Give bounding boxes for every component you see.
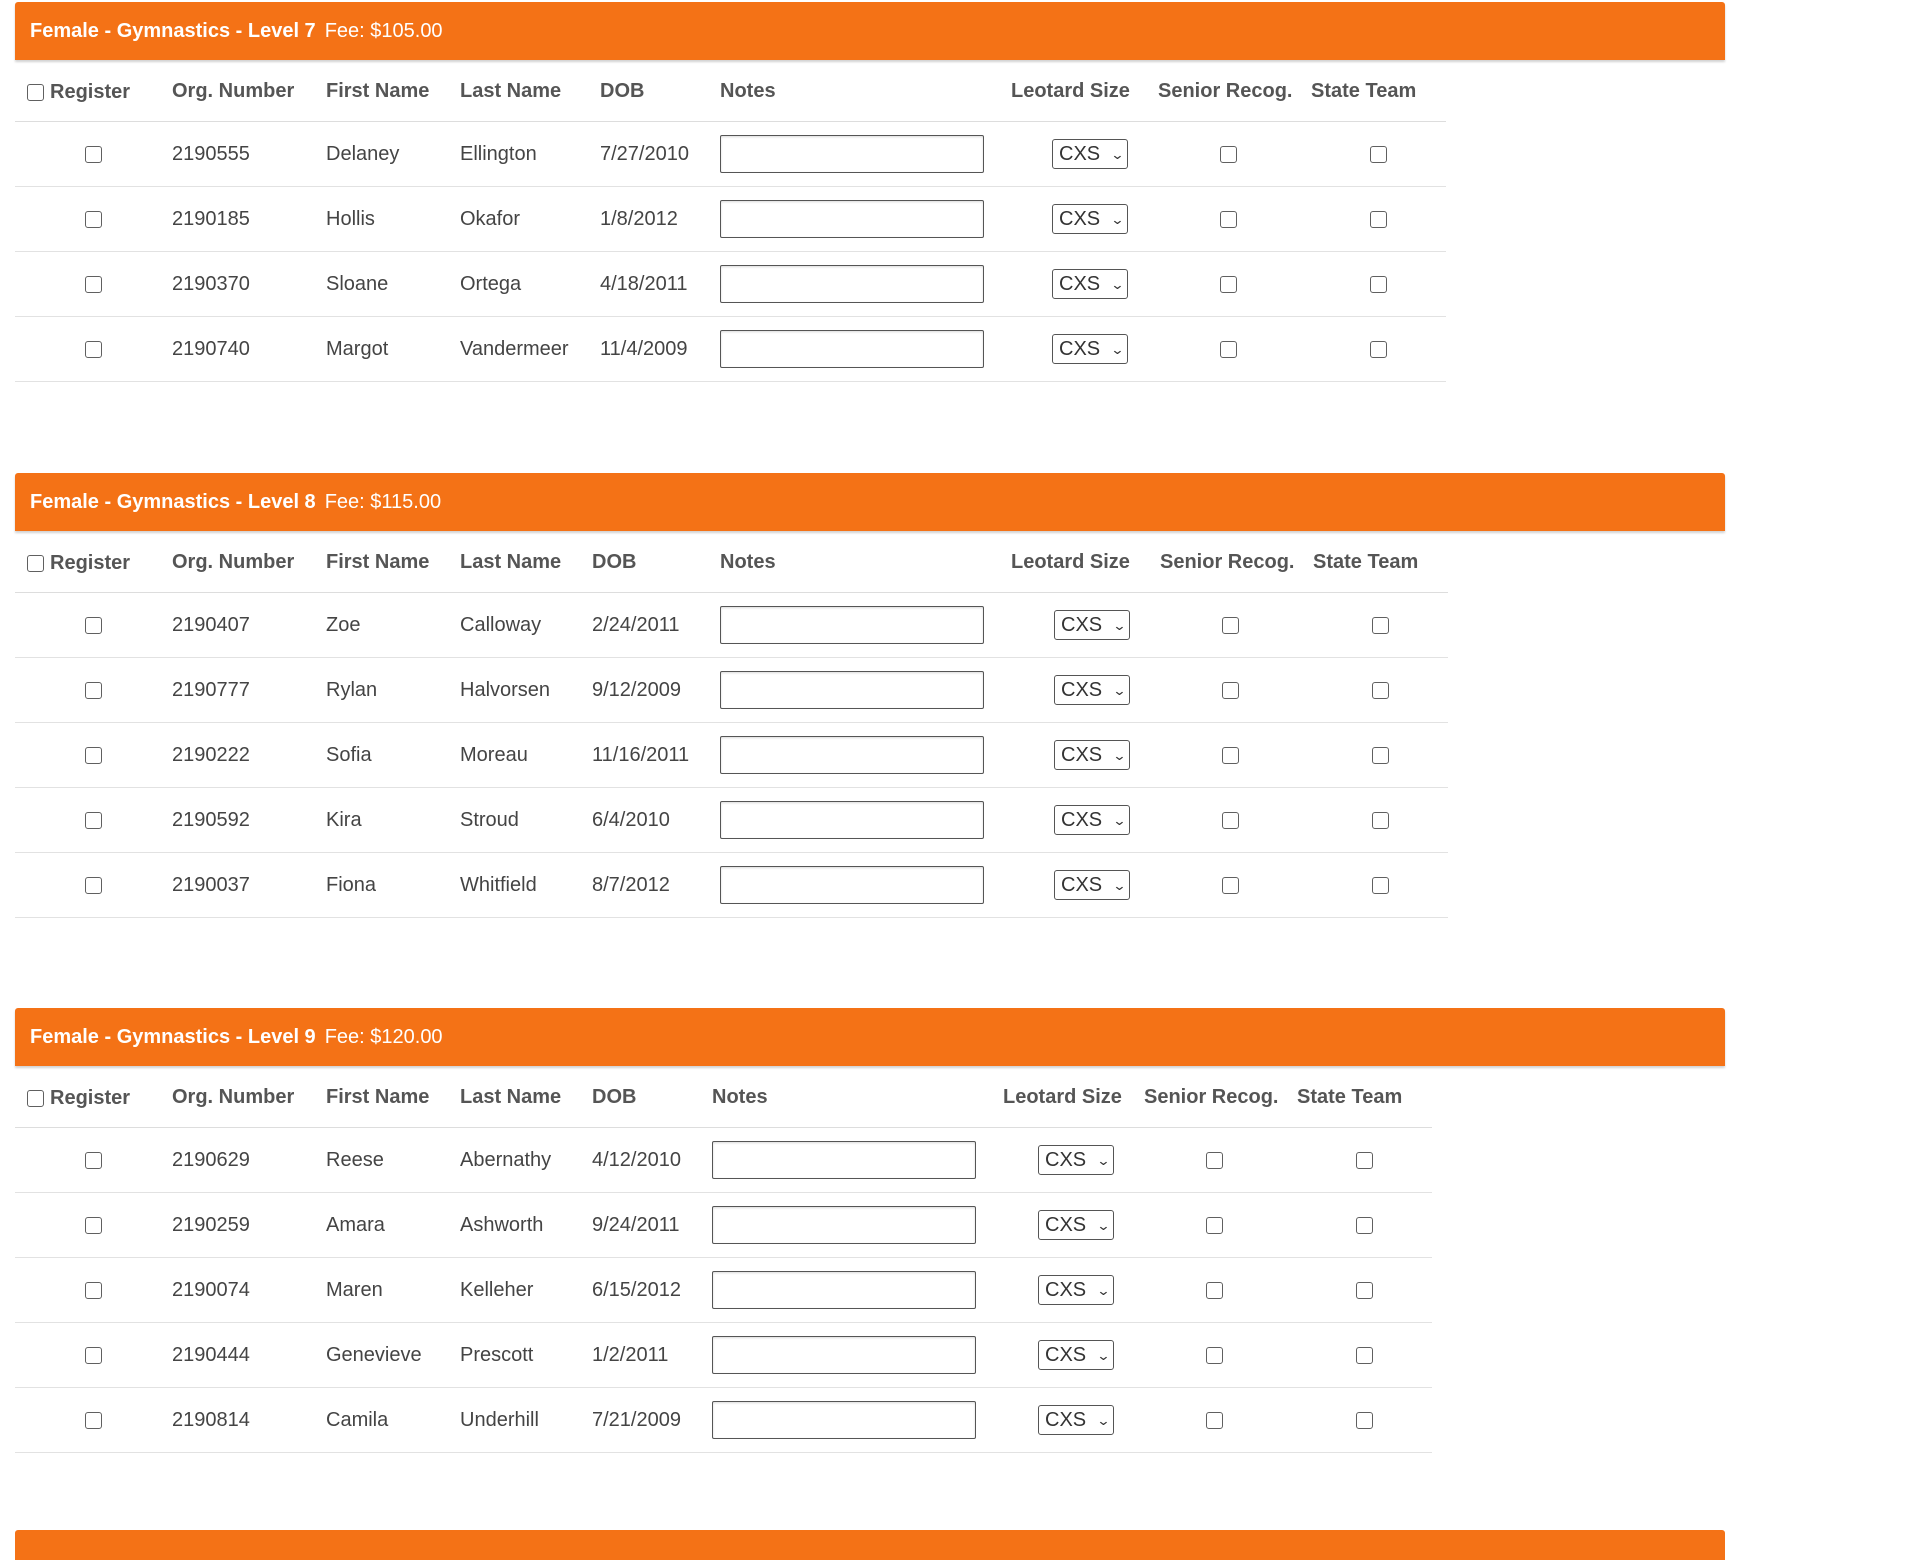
register-checkbox[interactable]	[85, 1412, 102, 1429]
dob-cell: 4/18/2011	[588, 252, 708, 317]
leotard-size-value: CXS	[1061, 873, 1103, 896]
state-team-cell	[1301, 593, 1448, 658]
roster-body	[15, 593, 1448, 918]
table-header-row	[15, 533, 1448, 593]
leotard-size-value: CXS	[1061, 743, 1103, 766]
state-team-cell	[1299, 122, 1446, 187]
senior-recog-checkbox[interactable]	[1222, 812, 1239, 829]
senior-recog-checkbox[interactable]	[1220, 146, 1237, 163]
register-checkbox[interactable]	[85, 617, 102, 634]
state-team-cell	[1285, 1128, 1432, 1193]
senior-recog-header: Senior Recog.	[1146, 62, 1299, 122]
first-name-cell: Sloane	[314, 252, 448, 317]
chevron-down-icon: ⌄	[1096, 1347, 1111, 1363]
register-column-header	[15, 1068, 160, 1128]
senior-recog-checkbox[interactable]	[1206, 1412, 1223, 1429]
chevron-down-icon: ⌄	[1110, 146, 1125, 162]
leotard-size-select[interactable]	[1038, 1405, 1114, 1435]
dob-cell: 6/15/2012	[580, 1258, 700, 1323]
notes-cell	[708, 658, 999, 723]
register-checkbox[interactable]	[85, 1152, 102, 1169]
senior-recog-checkbox[interactable]	[1222, 877, 1239, 894]
notes-cell	[708, 593, 999, 658]
last-name-cell: Calloway	[448, 593, 580, 658]
first-name-cell: Rylan	[314, 658, 448, 723]
senior-recog-cell	[1146, 317, 1299, 382]
chevron-down-icon: ⌄	[1096, 1217, 1111, 1233]
leotard-size-value: CXS	[1045, 1213, 1087, 1236]
notes-input[interactable]	[720, 330, 984, 368]
last-name-cell: Ellington	[448, 122, 588, 187]
notes-input[interactable]	[712, 1206, 976, 1244]
section-header	[15, 1008, 1725, 1066]
chevron-down-icon: ⌄	[1112, 877, 1127, 893]
level-section	[15, 1008, 1725, 1453]
leotard-size-value: CXS	[1059, 337, 1101, 360]
leotard-size-cell	[991, 1193, 1132, 1258]
table-row	[15, 1193, 1432, 1258]
dob-cell: 6/4/2010	[580, 788, 708, 853]
notes-input[interactable]	[712, 1401, 976, 1439]
leotard-size-value: CXS	[1045, 1278, 1087, 1301]
register-checkbox[interactable]	[85, 1282, 102, 1299]
first-name-cell: Genevieve	[314, 1323, 448, 1388]
state-team-cell	[1285, 1193, 1432, 1258]
senior-recog-checkbox[interactable]	[1220, 276, 1237, 293]
leotard-size-header: Leotard Size	[999, 62, 1146, 122]
next-section-header	[15, 1530, 1725, 1560]
notes-input[interactable]	[712, 1271, 976, 1309]
notes-input[interactable]	[712, 1336, 976, 1374]
notes-input[interactable]	[720, 866, 984, 904]
leotard-size-cell	[991, 1258, 1132, 1323]
last-name-cell: Prescott	[448, 1323, 580, 1388]
org-number-cell: 2190740	[160, 317, 314, 382]
dob-cell: 11/4/2009	[588, 317, 708, 382]
senior-recog-cell	[1148, 593, 1301, 658]
notes-input[interactable]	[720, 671, 984, 709]
org-number-cell: 2190222	[160, 723, 314, 788]
notes-input[interactable]	[720, 265, 984, 303]
notes-cell	[708, 122, 999, 187]
state-team-checkbox[interactable]	[1372, 812, 1389, 829]
senior-recog-checkbox[interactable]	[1206, 1217, 1223, 1234]
dob-cell: 4/12/2010	[580, 1128, 700, 1193]
org-number-cell: 2190074	[160, 1258, 314, 1323]
table-row	[15, 1323, 1432, 1388]
section-title: Female - Gymnastics - Level 9	[30, 1026, 316, 1048]
section-title: Female - Gymnastics - Level 7	[30, 20, 316, 42]
dob-header: DOB	[588, 62, 708, 122]
last-name-cell: Underhill	[448, 1388, 580, 1453]
table-row	[15, 1128, 1432, 1193]
chevron-down-icon: ⌄	[1096, 1152, 1111, 1168]
register-checkbox[interactable]	[85, 341, 102, 358]
leotard-size-cell	[999, 252, 1146, 317]
org-number-cell: 2190037	[160, 853, 314, 918]
table-row	[15, 593, 1448, 658]
org-number-cell: 2190629	[160, 1128, 314, 1193]
senior-recog-cell	[1132, 1258, 1285, 1323]
register-cell	[15, 1258, 160, 1323]
state-team-cell	[1285, 1388, 1432, 1453]
leotard-size-cell	[991, 1388, 1132, 1453]
dob-cell: 9/24/2011	[580, 1193, 700, 1258]
last-name-cell: Moreau	[448, 723, 580, 788]
table-row	[15, 317, 1446, 382]
notes-cell	[700, 1388, 991, 1453]
leotard-size-cell	[999, 853, 1148, 918]
register-cell	[15, 252, 160, 317]
senior-recog-checkbox[interactable]	[1220, 341, 1237, 358]
state-team-cell	[1285, 1258, 1432, 1323]
notes-cell	[700, 1258, 991, 1323]
notes-input[interactable]	[720, 736, 984, 774]
leotard-size-cell	[999, 317, 1146, 382]
roster-table	[15, 62, 1446, 382]
table-header-row	[15, 62, 1446, 122]
state-team-header: State Team	[1285, 1068, 1432, 1128]
first-name-cell: Kira	[314, 788, 448, 853]
first-name-header: First Name	[314, 1068, 448, 1128]
register-all-checkbox[interactable]	[27, 1090, 44, 1107]
state-team-checkbox[interactable]	[1370, 341, 1387, 358]
first-name-cell: Zoe	[314, 593, 448, 658]
state-team-checkbox[interactable]	[1356, 1347, 1373, 1364]
state-team-cell	[1299, 317, 1446, 382]
section-header	[15, 2, 1725, 60]
chevron-down-icon: ⌄	[1112, 617, 1127, 633]
roster-table	[15, 533, 1448, 918]
state-team-cell	[1301, 853, 1448, 918]
senior-recog-cell	[1132, 1193, 1285, 1258]
senior-recog-cell	[1132, 1323, 1285, 1388]
last-name-header: Last Name	[448, 533, 580, 593]
state-team-cell	[1285, 1323, 1432, 1388]
first-name-header: First Name	[314, 62, 448, 122]
register-cell	[15, 593, 160, 658]
notes-input[interactable]	[712, 1141, 976, 1179]
leotard-size-select[interactable]	[1038, 1145, 1114, 1175]
section-fee: Fee: $115.00	[324, 491, 442, 513]
state-team-cell	[1301, 723, 1448, 788]
first-name-cell: Reese	[314, 1128, 448, 1193]
senior-recog-cell	[1132, 1128, 1285, 1193]
first-name-cell: Amara	[314, 1193, 448, 1258]
register-cell	[15, 1323, 160, 1388]
leotard-size-value: CXS	[1059, 272, 1101, 295]
section-title: Female - Gymnastics - Level 8	[30, 491, 316, 513]
first-name-cell: Fiona	[314, 853, 448, 918]
leotard-size-cell	[999, 187, 1146, 252]
level-section	[15, 2, 1725, 382]
org-number-cell: 2190814	[160, 1388, 314, 1453]
leotard-size-value: CXS	[1059, 142, 1101, 165]
notes-cell	[708, 723, 999, 788]
register-header-label: Register	[50, 1086, 131, 1109]
register-column-header	[15, 533, 160, 593]
register-cell	[15, 853, 160, 918]
section-header	[15, 473, 1725, 531]
last-name-cell: Whitfield	[448, 853, 580, 918]
leotard-size-select[interactable]	[1052, 139, 1128, 169]
leotard-size-cell	[991, 1128, 1132, 1193]
last-name-cell: Stroud	[448, 788, 580, 853]
chevron-down-icon: ⌄	[1096, 1412, 1111, 1428]
table-row	[15, 252, 1446, 317]
roster-body	[15, 122, 1446, 382]
chevron-down-icon: ⌄	[1112, 812, 1127, 828]
notes-cell	[708, 317, 999, 382]
notes-input[interactable]	[720, 801, 984, 839]
state-team-header: State Team	[1301, 533, 1448, 593]
leotard-size-select[interactable]	[1054, 675, 1130, 705]
senior-recog-cell	[1148, 853, 1301, 918]
org-number-cell: 2190370	[160, 252, 314, 317]
org-number-cell: 2190259	[160, 1193, 314, 1258]
senior-recog-cell	[1132, 1388, 1285, 1453]
section-fee: Fee: $105.00	[324, 20, 443, 42]
register-cell	[15, 122, 160, 187]
leotard-size-select[interactable]	[1038, 1275, 1114, 1305]
last-name-cell: Vandermeer	[448, 317, 588, 382]
leotard-size-select[interactable]	[1038, 1340, 1114, 1370]
org-number-cell: 2190444	[160, 1323, 314, 1388]
state-team-cell	[1299, 252, 1446, 317]
notes-cell	[700, 1323, 991, 1388]
leotard-size-cell	[991, 1323, 1132, 1388]
level-section	[15, 473, 1725, 918]
leotard-size-header: Leotard Size	[991, 1068, 1132, 1128]
register-cell	[15, 1388, 160, 1453]
dob-header: DOB	[580, 533, 708, 593]
table-row	[15, 788, 1448, 853]
notes-input[interactable]	[720, 200, 984, 238]
leotard-size-value: CXS	[1061, 613, 1103, 636]
state-team-checkbox[interactable]	[1372, 682, 1389, 699]
first-name-cell: Maren	[314, 1258, 448, 1323]
last-name-cell: Okafor	[448, 187, 588, 252]
leotard-size-value: CXS	[1059, 207, 1101, 230]
leotard-size-select[interactable]	[1052, 204, 1128, 234]
state-team-checkbox[interactable]	[1372, 747, 1389, 764]
leotard-size-value: CXS	[1045, 1343, 1087, 1366]
register-checkbox[interactable]	[85, 276, 102, 293]
first-name-cell: Hollis	[314, 187, 448, 252]
state-team-header: State Team	[1299, 62, 1446, 122]
state-team-checkbox[interactable]	[1370, 211, 1387, 228]
roster-table	[15, 1068, 1432, 1453]
register-checkbox[interactable]	[85, 682, 102, 699]
chevron-down-icon: ⌄	[1112, 682, 1127, 698]
last-name-header: Last Name	[448, 1068, 580, 1128]
senior-recog-checkbox[interactable]	[1206, 1152, 1223, 1169]
register-cell	[15, 723, 160, 788]
first-name-cell: Camila	[314, 1388, 448, 1453]
state-team-checkbox[interactable]	[1356, 1152, 1373, 1169]
leotard-size-select[interactable]	[1054, 805, 1130, 835]
register-cell	[15, 1128, 160, 1193]
register-checkbox[interactable]	[85, 1217, 102, 1234]
first-name-cell: Delaney	[314, 122, 448, 187]
state-team-checkbox[interactable]	[1370, 146, 1387, 163]
table-row	[15, 853, 1448, 918]
notes-header: Notes	[708, 62, 999, 122]
register-checkbox[interactable]	[85, 747, 102, 764]
last-name-cell: Ortega	[448, 252, 588, 317]
org-number-cell: 2190407	[160, 593, 314, 658]
dob-cell: 11/16/2011	[580, 723, 708, 788]
notes-cell	[700, 1193, 991, 1258]
leotard-size-select[interactable]	[1054, 870, 1130, 900]
dob-cell: 1/8/2012	[588, 187, 708, 252]
register-cell	[15, 317, 160, 382]
senior-recog-checkbox[interactable]	[1222, 682, 1239, 699]
state-team-checkbox[interactable]	[1372, 617, 1389, 634]
register-cell	[15, 1193, 160, 1258]
senior-recog-checkbox[interactable]	[1220, 211, 1237, 228]
org-number-header: Org. Number	[160, 62, 314, 122]
org-number-cell: 2190185	[160, 187, 314, 252]
dob-cell: 2/24/2011	[580, 593, 708, 658]
leotard-size-value: CXS	[1045, 1148, 1087, 1171]
senior-recog-cell	[1146, 252, 1299, 317]
leotard-size-select[interactable]	[1052, 334, 1128, 364]
org-number-cell: 2190555	[160, 122, 314, 187]
dob-cell: 9/12/2009	[580, 658, 708, 723]
state-team-checkbox[interactable]	[1372, 877, 1389, 894]
state-team-cell	[1299, 187, 1446, 252]
state-team-checkbox[interactable]	[1356, 1412, 1373, 1429]
table-row	[15, 122, 1446, 187]
last-name-cell: Ashworth	[448, 1193, 580, 1258]
register-checkbox[interactable]	[85, 812, 102, 829]
senior-recog-cell	[1148, 723, 1301, 788]
leotard-size-value: CXS	[1061, 678, 1103, 701]
leotard-size-value: CXS	[1061, 808, 1103, 831]
org-number-header: Org. Number	[160, 1068, 314, 1128]
state-team-cell	[1301, 658, 1448, 723]
register-checkbox[interactable]	[85, 146, 102, 163]
first-name-cell: Sofia	[314, 723, 448, 788]
senior-recog-cell	[1148, 658, 1301, 723]
table-row	[15, 1258, 1432, 1323]
dob-cell: 8/7/2012	[580, 853, 708, 918]
last-name-cell: Kelleher	[448, 1258, 580, 1323]
senior-recog-checkbox[interactable]	[1206, 1282, 1223, 1299]
last-name-header: Last Name	[448, 62, 588, 122]
notes-cell	[708, 788, 999, 853]
last-name-cell: Abernathy	[448, 1128, 580, 1193]
leotard-size-header: Leotard Size	[999, 533, 1148, 593]
register-all-checkbox[interactable]	[27, 84, 44, 101]
first-name-cell: Margot	[314, 317, 448, 382]
org-number-header: Org. Number	[160, 533, 314, 593]
register-cell	[15, 788, 160, 853]
register-header-label: Register	[50, 551, 131, 574]
register-checkbox[interactable]	[85, 877, 102, 894]
state-team-cell	[1301, 788, 1448, 853]
notes-input[interactable]	[720, 606, 984, 644]
dob-cell: 7/21/2009	[580, 1388, 700, 1453]
leotard-size-value: CXS	[1045, 1408, 1087, 1431]
leotard-size-select[interactable]	[1038, 1210, 1114, 1240]
senior-recog-cell	[1146, 187, 1299, 252]
notes-header: Notes	[708, 533, 999, 593]
senior-recog-checkbox[interactable]	[1206, 1347, 1223, 1364]
senior-recog-checkbox[interactable]	[1222, 747, 1239, 764]
chevron-down-icon: ⌄	[1096, 1282, 1111, 1298]
notes-cell	[708, 187, 999, 252]
dob-header: DOB	[580, 1068, 700, 1128]
senior-recog-header: Senior Recog.	[1148, 533, 1301, 593]
org-number-cell: 2190777	[160, 658, 314, 723]
table-row	[15, 1388, 1432, 1453]
register-checkbox[interactable]	[85, 211, 102, 228]
section-fee: Fee: $120.00	[324, 1026, 443, 1048]
leotard-size-cell	[999, 122, 1146, 187]
table-row	[15, 187, 1446, 252]
table-header-row	[15, 1068, 1432, 1128]
senior-recog-cell	[1148, 788, 1301, 853]
table-row	[15, 658, 1448, 723]
leotard-size-select[interactable]	[1052, 269, 1128, 299]
dob-cell: 1/2/2011	[580, 1323, 700, 1388]
chevron-down-icon: ⌄	[1112, 747, 1127, 763]
leotard-size-select[interactable]	[1054, 740, 1130, 770]
leotard-size-cell	[999, 788, 1148, 853]
leotard-size-cell	[999, 658, 1148, 723]
notes-cell	[708, 252, 999, 317]
first-name-header: First Name	[314, 533, 448, 593]
table-row	[15, 723, 1448, 788]
register-checkbox[interactable]	[85, 1347, 102, 1364]
register-cell	[15, 658, 160, 723]
register-cell	[15, 187, 160, 252]
leotard-size-cell	[999, 723, 1148, 788]
state-team-checkbox[interactable]	[1370, 276, 1387, 293]
roster-body	[15, 1128, 1432, 1453]
senior-recog-cell	[1146, 122, 1299, 187]
dob-cell: 7/27/2010	[588, 122, 708, 187]
senior-recog-header: Senior Recog.	[1132, 1068, 1285, 1128]
chevron-down-icon: ⌄	[1110, 341, 1125, 357]
notes-input[interactable]	[720, 135, 984, 173]
register-all-checkbox[interactable]	[27, 555, 44, 572]
state-team-checkbox[interactable]	[1356, 1282, 1373, 1299]
register-column-header	[15, 62, 160, 122]
register-header-label: Register	[50, 80, 131, 103]
notes-header: Notes	[700, 1068, 991, 1128]
state-team-checkbox[interactable]	[1356, 1217, 1373, 1234]
chevron-down-icon: ⌄	[1110, 211, 1125, 227]
notes-cell	[708, 853, 999, 918]
notes-cell	[700, 1128, 991, 1193]
last-name-cell: Halvorsen	[448, 658, 580, 723]
leotard-size-cell	[999, 593, 1148, 658]
leotard-size-select[interactable]	[1054, 610, 1130, 640]
chevron-down-icon: ⌄	[1110, 276, 1125, 292]
org-number-cell: 2190592	[160, 788, 314, 853]
senior-recog-checkbox[interactable]	[1222, 617, 1239, 634]
